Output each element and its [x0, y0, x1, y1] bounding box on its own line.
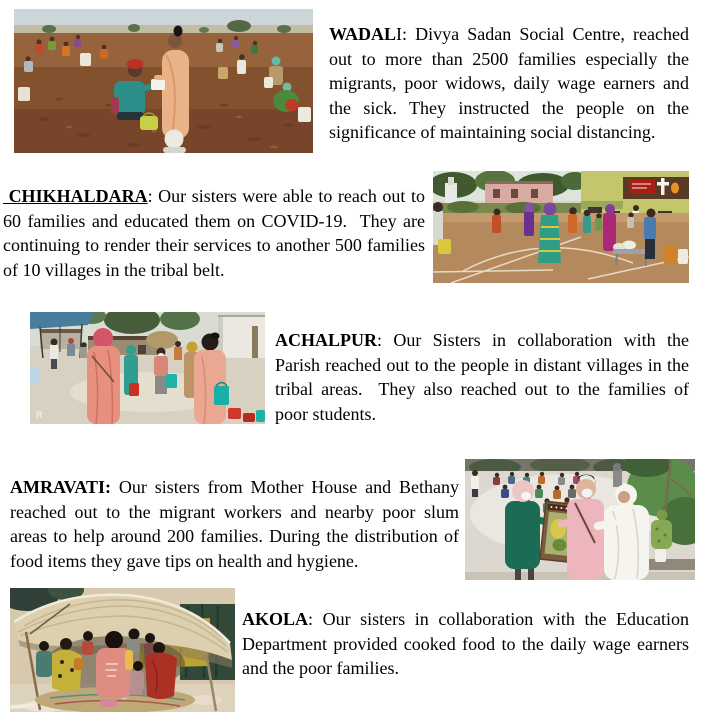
- section-akola-paragraph: [242, 607, 689, 681]
- chikhaldara-courtyard-queue-photo: [433, 171, 689, 283]
- section-amravati-paragraph: [10, 475, 459, 573]
- amravati-handover-photo: [465, 459, 695, 580]
- section-achalpur-body: : Our Sisters in collaboration with the Parish reached out to the people in distant villages in the tribal areas. They also reached out to the families of poor students.: [275, 330, 689, 424]
- section-chikhaldara-body: : Our sisters were able to reach out to 60 families and educated them on COVID-19. They are continuing to render their services to another 500 families of 10 villages in the tribal belt.: [3, 186, 425, 280]
- section-chikhaldara-paragraph: [3, 184, 425, 282]
- section-chikhaldara-heading: CHIKHALDARA: [3, 186, 148, 206]
- amravati-photo-illustration: [465, 459, 695, 580]
- achalpur-village-queue-photo: [30, 312, 265, 424]
- section-akola-heading: AKOLA: [242, 609, 309, 629]
- akola-photo-illustration: [10, 588, 235, 712]
- section-amravati-body: Our sisters from Mother House and Bethany reached out to the migrant workers and nearby poor slum areas to help around 200 families. During the distribution of food items they gave tips on health and hygiene.: [10, 477, 459, 571]
- section-achalpur-paragraph: [275, 328, 689, 426]
- chikhaldara-photo-illustration: [433, 171, 689, 283]
- achalpur-photo-illustration: [30, 312, 265, 424]
- section-wadali-body: I: Divya Sadan Social Centre, reached out to more than 2500 families especially the migrants, poor widows, daily wage earners and the sick. They instructed the people on the significance of maintaining social distancing.: [329, 24, 689, 142]
- akola-tent-family-photo: [10, 588, 235, 712]
- section-wadali-paragraph: [329, 22, 689, 145]
- section-akola-body: : Our sisters in collaboration with the Education Department provided cooked food to the daily wage earners and the poor families.: [242, 609, 689, 678]
- section-wadali-heading: WADAL: [329, 24, 397, 44]
- section-amravati-heading: AMRAVATI:: [10, 477, 112, 497]
- section-achalpur-heading: ACHALPUR: [275, 330, 377, 350]
- wadali-field-distribution-photo: [14, 9, 313, 153]
- photo-watermark: R: [36, 410, 43, 420]
- wadali-photo-illustration: [14, 9, 313, 153]
